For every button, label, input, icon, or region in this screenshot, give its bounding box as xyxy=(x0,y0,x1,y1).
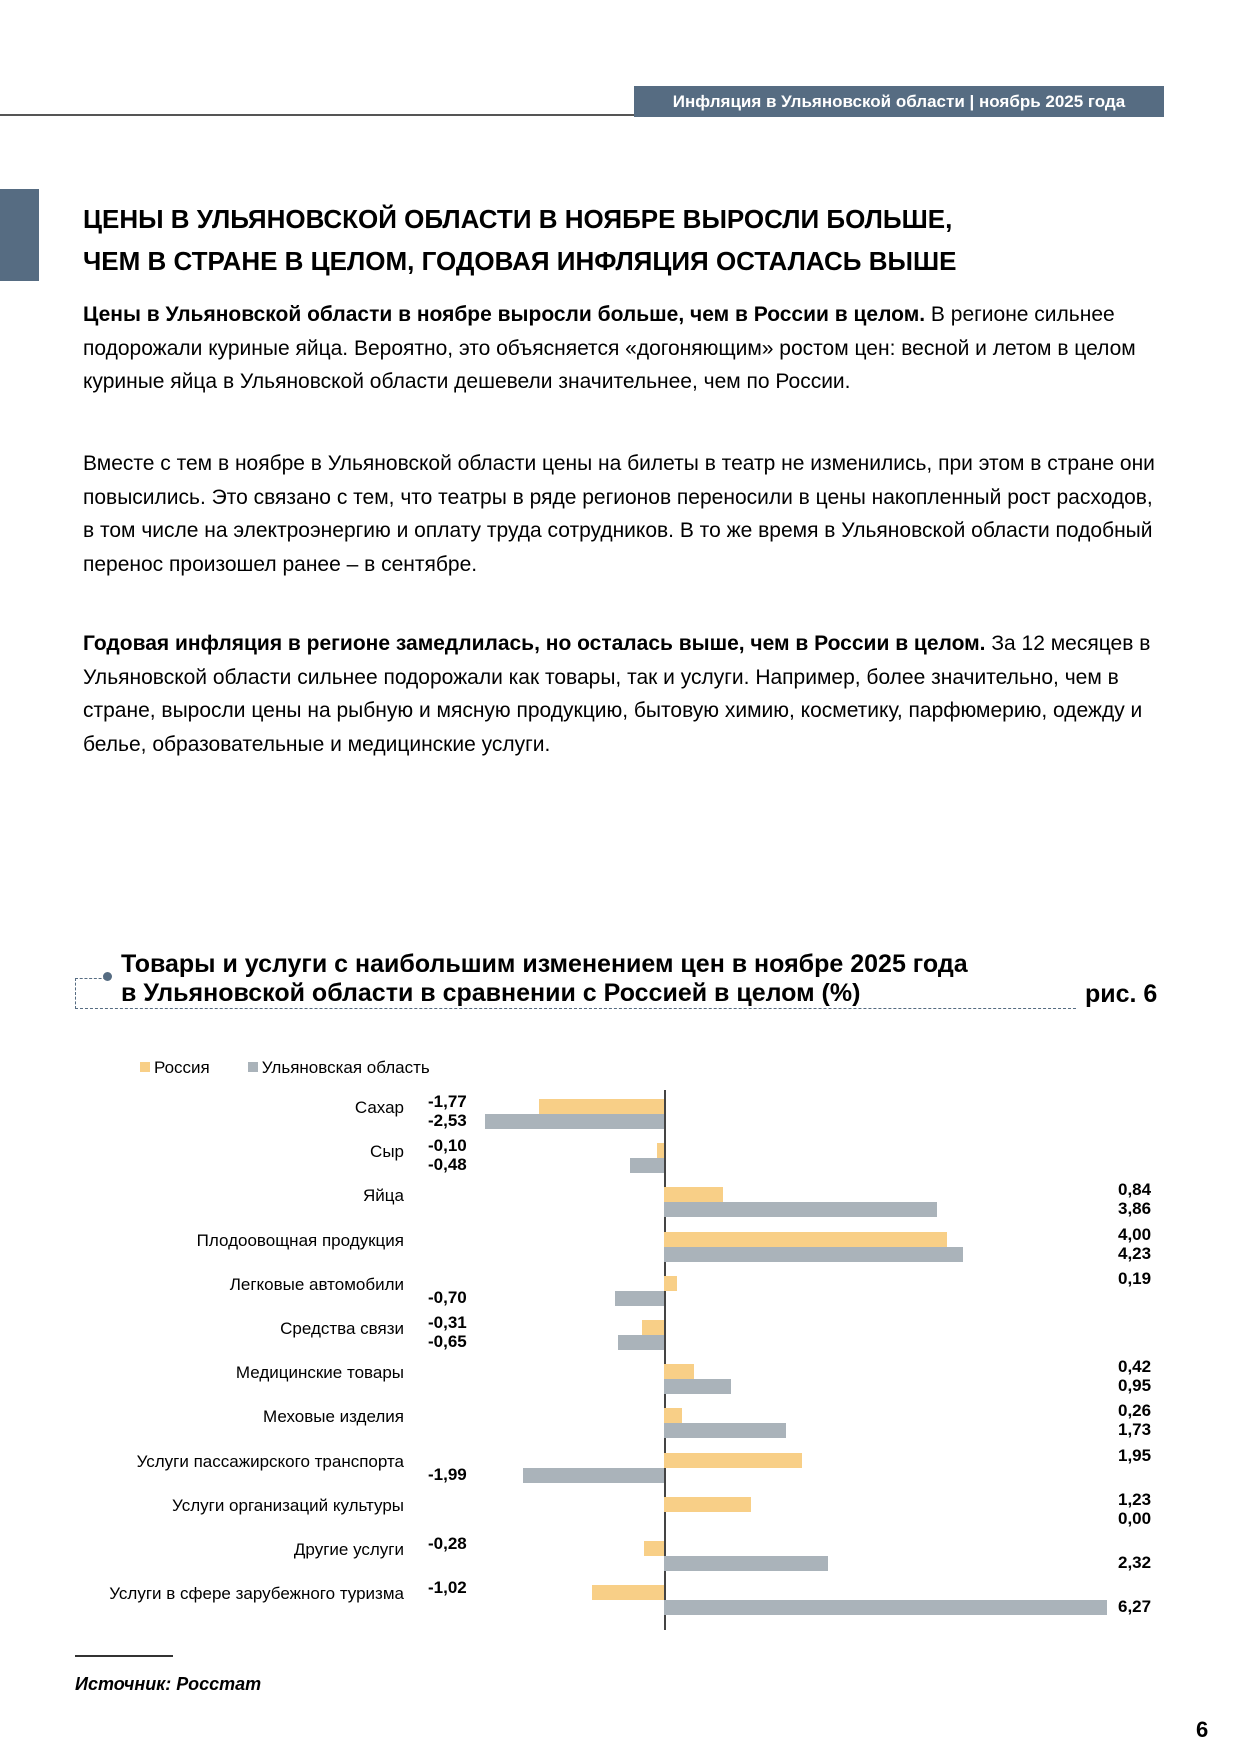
legend-label: Ульяновская область xyxy=(261,1058,430,1077)
chart-row xyxy=(0,1269,1240,1313)
source-rule xyxy=(75,1655,173,1657)
data-label: -1,02 xyxy=(428,1578,467,1598)
paragraph-lead: Годовая инфляция в регионе замедлилась, но осталась выше, чем в России в целом. xyxy=(83,632,986,655)
data-label: 0,95 xyxy=(1118,1376,1152,1396)
data-label: 1,95 xyxy=(1118,1445,1152,1465)
data-label: 4,00 xyxy=(1118,1224,1152,1244)
source-note: Источник: Росстат xyxy=(75,1674,262,1694)
figure-header xyxy=(75,950,1175,1010)
data-label: -0,28 xyxy=(428,1534,467,1553)
data-label: -0,48 xyxy=(428,1155,467,1175)
data-label: -1,99 xyxy=(428,1464,467,1484)
category-label: Медицинские товары xyxy=(235,1363,404,1383)
header-title: Инфляция в Ульяновской области | ноябрь 2025 года xyxy=(634,86,1164,117)
bar-ulyanovsk xyxy=(664,1556,828,1571)
data-label: -2,53 xyxy=(428,1111,467,1130)
category-label: Сыр xyxy=(370,1142,404,1162)
bar-ulyanovsk xyxy=(485,1114,664,1129)
data-label: 4,23 xyxy=(1118,1243,1152,1263)
bar-russia xyxy=(592,1585,664,1600)
paragraph-3 xyxy=(83,627,1163,761)
chart-row xyxy=(0,1401,1240,1445)
bar-ulyanovsk xyxy=(664,1202,937,1217)
chart-row xyxy=(0,1180,1240,1224)
bar-russia xyxy=(664,1276,677,1291)
bar-russia xyxy=(642,1320,664,1335)
figure-number: рис. 6 xyxy=(1085,980,1158,1008)
category-label: Услуги организаций культуры xyxy=(172,1495,404,1515)
category-label: Услуги в сфере зарубежного туризма xyxy=(109,1584,404,1604)
bar-russia xyxy=(644,1541,664,1556)
header-rule xyxy=(0,114,640,116)
data-label: -0,10 xyxy=(428,1136,467,1156)
bar-russia xyxy=(664,1232,947,1247)
data-label: 2,32 xyxy=(1118,1553,1152,1572)
data-label: -0,70 xyxy=(428,1287,467,1307)
bar-ulyanovsk xyxy=(630,1158,664,1173)
chart-row xyxy=(0,1313,1240,1357)
data-label: 0,26 xyxy=(1118,1401,1152,1421)
bar-ulyanovsk xyxy=(618,1335,664,1350)
paragraph-2 xyxy=(83,447,1163,581)
data-label: 0,84 xyxy=(1118,1180,1152,1200)
chart-row xyxy=(0,1490,1240,1534)
category-label: Легковые автомобили xyxy=(229,1274,404,1294)
data-label: -0,65 xyxy=(428,1332,467,1351)
chart-row xyxy=(0,1534,1240,1578)
legend-swatch-icon xyxy=(140,1062,150,1072)
bar-ulyanovsk xyxy=(664,1247,963,1262)
data-label: 0,00 xyxy=(1118,1508,1152,1528)
category-label: Сахар xyxy=(354,1098,404,1117)
category-label: Яйца xyxy=(363,1186,404,1206)
figure-title-line: Товары и услуги с наибольшим изменением цен в ноябре 2025 года xyxy=(121,950,968,978)
chart-row xyxy=(0,1225,1240,1269)
category-label: Меховые изделия xyxy=(263,1407,404,1427)
chart-row xyxy=(0,1136,1240,1180)
data-label: 0,42 xyxy=(1118,1357,1152,1377)
category-label: Плодоовощная продукция xyxy=(196,1230,404,1250)
chart-row xyxy=(0,1578,1240,1622)
section-title-line: ЧЕМ В СТРАНЕ В ЦЕЛОМ, ГОДОВАЯ ИНФЛЯЦИЯ ОСТАЛАСЬ ВЫШЕ xyxy=(83,246,957,276)
bar-russia xyxy=(539,1099,664,1114)
data-label: 3,86 xyxy=(1118,1199,1152,1219)
bar-russia xyxy=(657,1143,664,1158)
bar-ulyanovsk xyxy=(664,1423,786,1438)
section-accent-bar xyxy=(0,189,39,281)
figure-title xyxy=(121,950,968,1008)
chart-row xyxy=(0,1092,1240,1136)
paragraph-lead: Цены в Ульяновской области в ноябре выросли больше, чем в России в целом. xyxy=(83,303,926,326)
bar-ulyanovsk xyxy=(664,1379,731,1394)
chart-row xyxy=(0,1446,1240,1490)
legend-swatch-icon xyxy=(248,1062,258,1072)
data-label: 0,19 xyxy=(1118,1268,1152,1288)
paragraph-text: В регионе сильнее подорожали куриные яйца. Вероятно, это объясняется «догоняющим» ростом цен: весной и летом в целом куриные яйца в Ульяновской области дешевели значительнее, чем по России. xyxy=(83,303,1136,393)
bar-russia xyxy=(664,1453,802,1468)
bar-russia xyxy=(664,1364,694,1379)
bar-russia xyxy=(664,1497,751,1512)
paragraph-text: За 12 месяцев в Ульяновской области сильнее подорожали как товары, так и услуги. Например, более значительно, чем в стране, выросли цены на рыбную и мясную продукцию, бытовую химию, косметику, парфюмерию, одежду и белье, образовательные и медицинские услуги. xyxy=(83,632,1151,756)
chart-legend xyxy=(140,1058,430,1078)
legend-item-russia xyxy=(140,1058,210,1078)
data-label: 1,73 xyxy=(1118,1420,1152,1440)
bar-ulyanovsk xyxy=(523,1468,664,1483)
bar-chart xyxy=(0,1090,1240,1630)
category-label: Другие услуги xyxy=(293,1540,404,1559)
legend-item-ulyanovsk xyxy=(248,1058,430,1078)
data-label: -1,77 xyxy=(428,1092,467,1111)
data-label: -0,31 xyxy=(428,1313,467,1332)
data-label: 6,27 xyxy=(1118,1597,1152,1617)
bar-ulyanovsk xyxy=(615,1291,664,1306)
legend-label: Россия xyxy=(154,1058,210,1077)
category-label: Средства связи xyxy=(280,1319,404,1338)
paragraph-text: Вместе с тем в ноябре в Ульяновской области цены на билеты в театр не изменились, при этом в стране они повысились. Это связано с тем, что театры в ряде регионов переносили в цены накопленный рост расходов, в том числе на электроэнергию и оплату труда сотрудников. В то же время в Ульяновской области подобный перенос произошел ранее – в сентябре. xyxy=(83,452,1155,576)
section-title xyxy=(83,198,1183,282)
bar-russia xyxy=(664,1187,723,1202)
section-title-line: ЦЕНЫ В УЛЬЯНОВСКОЙ ОБЛАСТИ В НОЯБРЕ ВЫРОСЛИ БОЛЬШЕ, xyxy=(83,204,953,234)
chart-row xyxy=(0,1357,1240,1401)
bar-ulyanovsk xyxy=(664,1600,1107,1615)
figure-title-line: в Ульяновской области в сравнении с Россией в целом (%) xyxy=(121,979,861,1007)
bar-russia xyxy=(664,1408,682,1423)
page-number: 6 xyxy=(1196,1717,1209,1742)
category-label: Услуги пассажирского транспорта xyxy=(136,1451,404,1471)
data-label: 1,23 xyxy=(1118,1489,1152,1509)
bullet-dot-icon xyxy=(103,972,112,981)
paragraph-1 xyxy=(83,298,1163,399)
